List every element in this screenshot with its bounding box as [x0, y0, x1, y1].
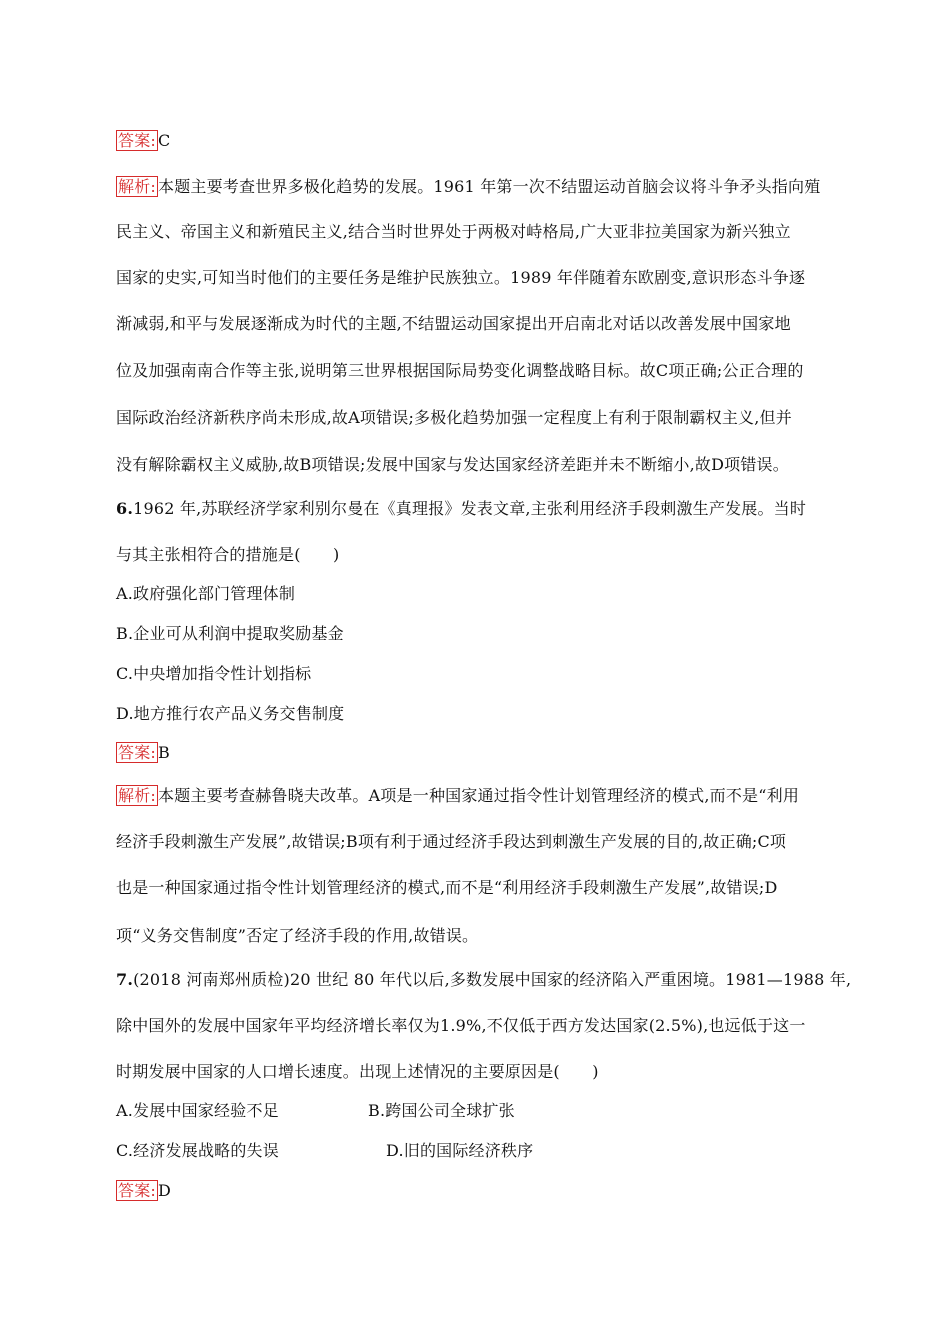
q5-analysis-line-4: 渐减弱,和平与发展逐渐成为时代的主题,不结盟运动国家提出开启南北对话以改善发展中国家地: [116, 314, 791, 333]
answer-value: C: [158, 131, 171, 150]
answer-value: D: [158, 1181, 172, 1200]
q6-stem-line-2: 与其主张相符合的措施是( ): [116, 545, 340, 564]
answer-label: 答案:: [118, 1181, 156, 1200]
analysis-label: 解析:: [118, 177, 156, 196]
q6-stem-line-1: [116, 499, 846, 519]
answer-value: B: [158, 743, 170, 762]
q6-analysis-line-2: 经济手段刺激生产发展”,故错误;B项有利于通过经济手段达到刺激生产发展的目的,故正确;C项: [116, 832, 787, 851]
q6-option-d: D.地方推行农产品义务交售制度: [116, 704, 345, 723]
q5-analysis-line-2: 民主义、帝国主义和新殖民主义,结合当时世界处于两极对峙格局,广大亚非拉美国家为新兴独立: [116, 222, 791, 241]
q7-options-row-2: [116, 1141, 846, 1161]
q7-answer: [116, 1181, 846, 1201]
question-number: 7.: [116, 970, 134, 989]
q7-option-c: C.经济发展战略的失误: [116, 1141, 279, 1160]
q6-option-b: B.企业可从利润中提取奖励基金: [116, 624, 344, 643]
q6-option-a: A.政府强化部门管理体制: [116, 584, 296, 603]
q6-option-c: C.中央增加指令性计划指标: [116, 664, 312, 683]
q5-analysis-line-1: [116, 177, 846, 197]
q7-stem-line-1: [116, 970, 852, 990]
analysis-text: 本题主要考查世界多极化趋势的发展。1961 年第一次不结盟运动首脑会议将斗争矛头指向殖: [158, 177, 821, 196]
q7-option-d: D.旧的国际经济秩序: [386, 1141, 534, 1160]
q5-analysis-line-3: 国家的史实,可知当时他们的主要任务是维护民族独立。1989 年伴随着东欧剧变,意识形态斗争逐: [116, 268, 806, 287]
analysis-text: 本题主要考查赫鲁晓夫改革。A项是一种国家通过指令性计划管理经济的模式,而不是“利用: [158, 786, 800, 805]
answer-label: 答案:: [118, 743, 156, 762]
q5-analysis-line-5: 位及加强南南合作等主张,说明第三世界根据国际局势变化调整战略目标。故C项正确;公正合理的: [116, 361, 804, 380]
q7-stem-line-3: 时期发展中国家的人口增长速度。出现上述情况的主要原因是( ): [116, 1062, 599, 1081]
q6-analysis-line-4: 项“义务交售制度”否定了经济手段的作用,故错误。: [116, 926, 479, 945]
stem-text: (2018 河南郑州质检)20 世纪 80 年代以后,多数发展中国家的经济陷入严重困境。1981—1988 年,: [133, 970, 852, 989]
q5-answer: [116, 131, 846, 151]
question-number: 6.: [116, 499, 134, 518]
analysis-label: 解析:: [118, 786, 156, 805]
q7-options-row-1: [116, 1101, 846, 1121]
q6-analysis-line-3: 也是一种国家通过指令性计划管理经济的模式,而不是“利用经济手段刺激生产发展”,故错误;D: [116, 878, 778, 897]
answer-label: 答案:: [118, 131, 156, 150]
q5-analysis-line-6: 国际政治经济新秩序尚未形成,故A项错误;多极化趋势加强一定程度上有利于限制霸权主义,但并: [116, 408, 792, 427]
q6-answer: [116, 743, 846, 763]
stem-text: 1962 年,苏联经济学家利别尔曼在《真理报》发表文章,主张利用经济手段刺激生产发展。当时: [133, 499, 807, 518]
q5-analysis-line-7: 没有解除霸权主义威胁,故B项错误;发展中国家与发达国家经济差距并未不断缩小,故D项错误。: [116, 455, 789, 474]
q6-analysis-line-1: [116, 786, 846, 806]
q7-option-b: B.跨国公司全球扩张: [368, 1101, 515, 1120]
q7-option-a: A.发展中国家经验不足: [116, 1101, 279, 1120]
q7-stem-line-2: 除中国外的发展中国家年平均经济增长率仅为1.9%,不仅低于西方发达国家(2.5%),也远低于这一: [116, 1016, 806, 1035]
